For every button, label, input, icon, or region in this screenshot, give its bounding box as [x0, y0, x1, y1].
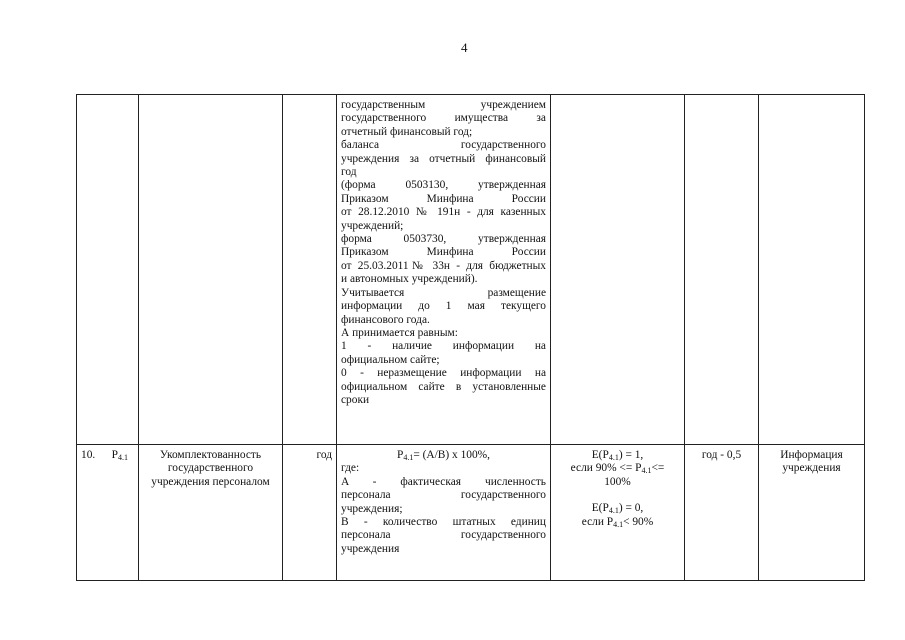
text-line: 0 - неразмещение информации на [341, 367, 546, 380]
text-line: персонала государственного [341, 529, 546, 542]
table-row [77, 445, 865, 581]
score-zero: $E(P_{4.1}) = 0$, [591, 502, 644, 516]
cell-name [139, 95, 283, 445]
text-line: Учитывается размещение [341, 286, 546, 299]
cell-source [759, 95, 865, 445]
text-line: Приказом Минфина России [341, 192, 546, 205]
cell-score [551, 95, 685, 445]
text-line: государственного имущества за [341, 112, 546, 125]
text-line: от 28.12.2010 № 191н - для казенных [341, 206, 546, 219]
text-line: информации до 1 мая текущего [341, 300, 546, 313]
text-line: 1 - наличие информации на [341, 340, 546, 353]
where-label: где: [341, 462, 360, 475]
cell-number [77, 95, 139, 445]
text-line: учреждения за отчетный финансовый [341, 152, 546, 165]
cell-name: Укомплектованность государственного учреждения персоналом [139, 445, 283, 581]
cell-weight [685, 95, 759, 445]
text-line: год [341, 166, 357, 179]
weight-value: год - 0,5 [701, 449, 742, 461]
text-line: сроки [341, 393, 370, 406]
page-number: 4 [461, 40, 468, 55]
criteria-table [76, 94, 865, 581]
cell-calculation [337, 95, 551, 445]
text-line: Приказом Минфина России [341, 246, 546, 259]
text-line: от 25.03.2011№ 33н - для бюджетных [341, 259, 546, 272]
cell-unit [283, 445, 337, 581]
text-line: баланса государственного [341, 139, 546, 152]
cell-weight [685, 445, 759, 581]
text-line: учреждений; [341, 219, 404, 232]
cell-number [77, 445, 139, 581]
text-line: финансового года. [341, 313, 430, 326]
text-line: форма 0503730, утвержденная [341, 233, 546, 246]
formula: $P_{4.1}= (A/B)$ x 100%, [396, 449, 490, 462]
cell-source: Информация учреждения [759, 445, 865, 581]
text-line: A - фактическая численность [341, 475, 546, 488]
indicator-code: $P_{4.1}$ [111, 449, 128, 462]
text-line: учреждения; [341, 502, 403, 515]
unit-label: год [316, 449, 332, 461]
text-line: отчетный финансовый год; [341, 125, 473, 138]
cell-calculation [337, 445, 551, 581]
score-one: $E(P_{4.1}) = 1$, [591, 449, 644, 462]
cell-unit [283, 95, 337, 445]
row-number: 10. [81, 449, 96, 461]
text-line: B - количество штатных единиц [341, 516, 546, 529]
score-one-condition: если $90\% <= P_{4.1}<=$ [570, 462, 665, 476]
text-line: и автономных учреждений). [341, 273, 478, 286]
text-line: официальном сайте; [341, 353, 440, 366]
score-zero-condition: если $P_{4.1}< 90\%$ [581, 515, 654, 529]
cell-score: $E(P_{4.1}) = 1$, если $90\% <= P_{4.1}<=$ 100% $E(P_{4.1}) = 0$, если $P_{4.1}< 90\%$ [551, 445, 685, 581]
text-line: А принимается равным: [341, 326, 458, 339]
text-line: (форма 0503130, утвержденная [341, 179, 546, 192]
text-line: официальном сайте в установленные [341, 380, 546, 393]
text-line: государственным учреждением [341, 99, 546, 111]
text-line: учреждения [341, 542, 400, 555]
text-line: персонала государственного [341, 489, 546, 502]
table-row [77, 95, 865, 445]
